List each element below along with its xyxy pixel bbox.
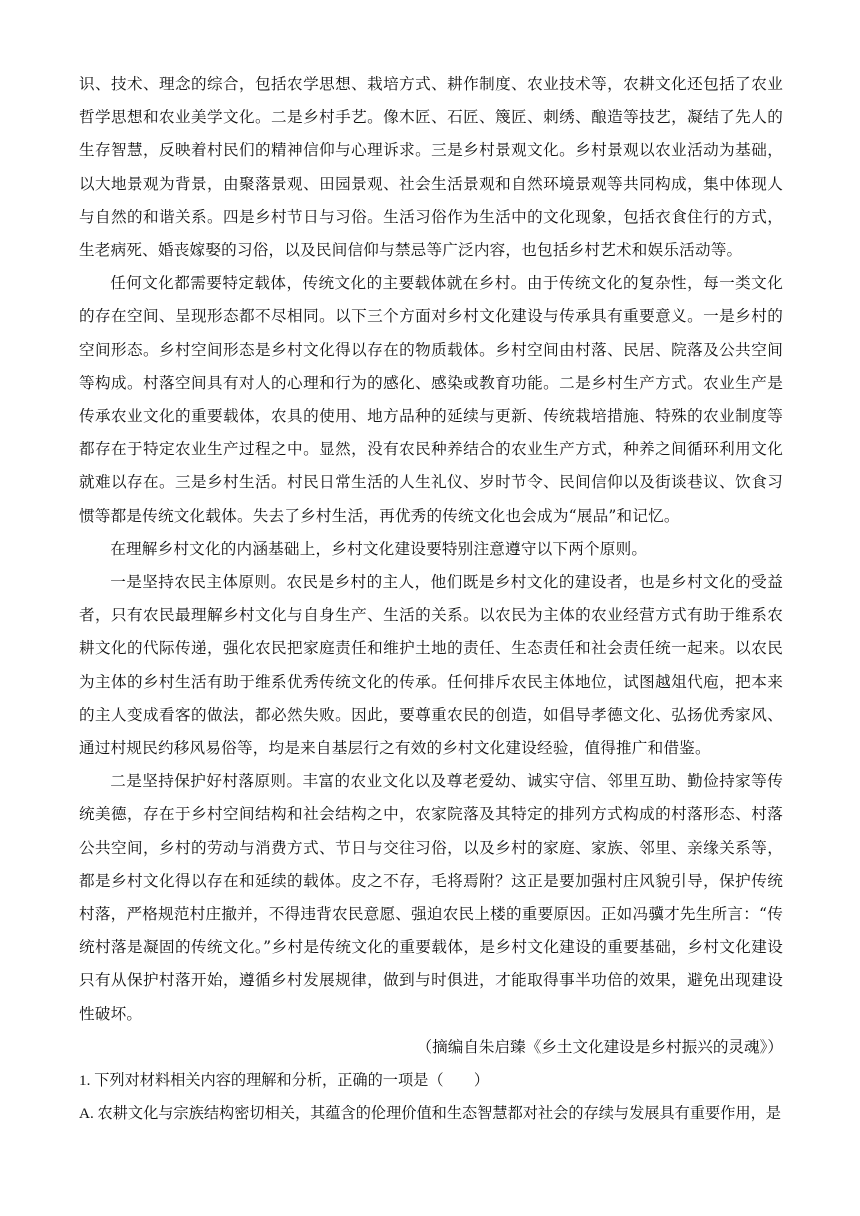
paragraph-1: 识、技术、理念的综合，包括农学思想、栽培方式、耕作制度、农业技术等，农耕文化还包括了农业哲学思想和农业美学文化。二是乡村手艺。像木匠、石匠、篾匠、刺绣、酿造等技艺，凝结了先人的生存智慧，反映着村民们的精神信仰与心理诉求。三是乡村景观文化。乡村景观以农业活动为基础，以大地景观为背景，由聚落景观、田园景观、社会生活景观和自然环境景观等共同构成，集中体现人与自然的和谐关系。四是乡村节日与习俗。生活习俗作为生活中的文化现象，包括衣食住行的方式，生老病死、婚丧嫁娶的习俗，以及民间信仰与禁忌等广泛内容，也包括乡村艺术和娱乐活动等。 <box>79 75 783 260</box>
source-citation: （摘编自朱启臻《乡土文化建设是乡村振兴的灵魂》） <box>416 1037 783 1056</box>
question-stem: 1. 下列对材料相关内容的理解和分析，正确的一项是（ ） <box>79 1072 490 1090</box>
paragraph-4: 一是坚持农民主体原则。农民是乡村的主人，他们既是乡村文化的建设者，也是乡村文化的受益者，只有农民最理解乡村文化与自身生产、生活的关系。以农民为主体的农业经营方式有助于维系农耕文化的代际传递，强化农民把家庭责任和维护土地的责任、生态责任和社会责任统一起来。以农民为主体的乡村生活有助于维系优秀传统文化的传承。任何排斥农民主体地位，试图越俎代庖，把本来的主人变成看客的做法，都必然失败。因此，要尊重农民的创造，如倡导孝德文化、弘扬优秀家风、通过村规民约移风易俗等，均是来自基层行之有效的乡村文化建设经验，值得推广和借鉴。 <box>79 573 783 758</box>
document-page <box>79 68 783 1131</box>
paragraph-3: 在理解乡村文化的内涵基础上，乡村文化建设要特别注意遵守以下两个原则。 <box>110 539 648 558</box>
paragraph-2: 任何文化都需要特定载体，传统文化的主要载体就在乡村。由于传统文化的复杂性，每一类文化的存在空间、呈现形态都不尽相同。以下三个方面对乡村文化建设与传承具有重要意义。一是乡村的空间形态。乡村空间形态是乡村文化得以存在的物质载体。乡村空间由村落、民居、院落及公共空间等构成。村落空间具有对人的心理和行为的感化、感染或教育功能。二是乡村生产方式。农业生产是传承农业文化的重要载体，农具的使用、地方品种的延续与更新、传统栽培措施、特殊的农业制度等都存在于特定农业生产过程之中。显然，没有农民种养结合的农业生产方式，种养之间循环利用文化就难以存在。三是乡村生活。村民日常生活的人生礼仪、岁时节令、民间信仰以及街谈巷议、饮食习惯等都是传统文化载体。失去了乡村生活，再优秀的传统文化也会成为“展品”和记忆。 <box>79 274 783 525</box>
paragraph-5: 二是坚持保护好村落原则。丰富的农业文化以及尊老爱幼、诚实守信、邻里互助、勤俭持家等传统美德，存在于乡村空间结构和社会结构之中，农家院落及其特定的排列方式构成的村落形态、村落公共空间，乡村的劳动与消费方式、节日与交往习俗，以及乡村的家庭、家族、邻里、亲缘关系等，都是乡村文化得以存在和延续的载体。皮之不存，毛将焉附？这正是要加强村庄风貌引导，保护传统村落，严格规范村庄撤并，不得违背农民意愿、强迫农民上楼的重要原因。正如冯骥才先生所言：“传统村落是凝固的传统文化。”乡村是传统文化的重要载体，是乡村文化建设的重要基础，乡村文化建设只有从保护村落开始，遵循乡村发展规律，做到与时俱进，才能取得事半功倍的效果，避免出现建设性破坏。 <box>79 772 783 1023</box>
option-a: A. 农耕文化与宗族结构密切相关，其蕴含的伦理价值和生态智慧都对社会的存续与发展具有重要作用，是 <box>79 1105 781 1123</box>
